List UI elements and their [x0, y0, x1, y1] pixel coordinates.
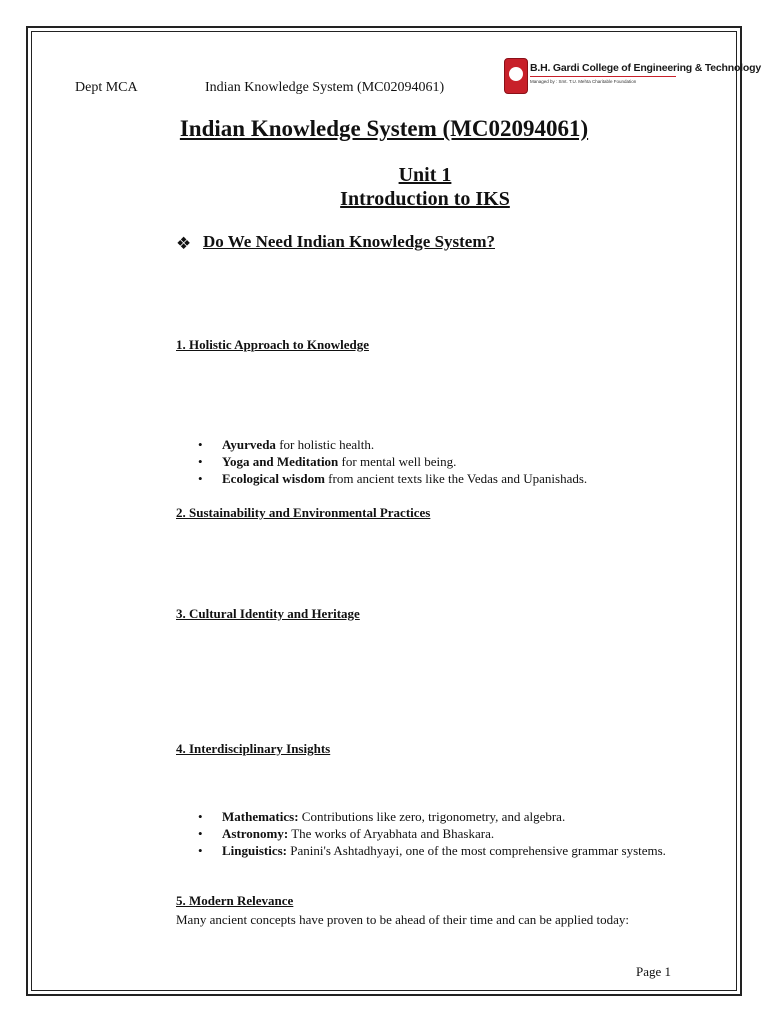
unit-heading: Unit 1 — [398, 164, 452, 186]
logo-divider — [530, 76, 676, 77]
unit-title: Introduction to IKS — [340, 188, 510, 210]
list-item: • Mathematics: Contributions like zero, trigonometry, and algebra. — [198, 809, 566, 824]
page-number: Page 1 — [636, 964, 672, 979]
modern-relevance-paragraph: Many ancient concepts have proven to be ahead of their time and can be applied today: — [176, 912, 630, 927]
question-heading: Do We Need Indian Knowledge System? — [203, 232, 496, 251]
college-emblem-icon — [504, 58, 528, 94]
college-subtitle: Managed by : Smt. T.U. Mehta Charitable Foundation — [530, 79, 637, 84]
section-heading-1: 1. Holistic Approach to Knowledge — [176, 337, 369, 352]
diamond-bullet-icon: ❖ — [176, 234, 192, 254]
section-heading-3: 3. Cultural Identity and Heritage — [176, 606, 360, 621]
list-item: • Linguistics: Panini's Ashtadhyayi, one of the most comprehensive grammar systems. — [198, 843, 666, 858]
list-item: • Ayurveda for holistic health. — [198, 437, 375, 452]
header-dept: Dept MCA — [75, 80, 138, 95]
header-course: Indian Knowledge System (MC02094061) — [205, 80, 445, 95]
section-heading-4: 4. Interdisciplinary Insights — [176, 741, 331, 756]
list-item: • Yoga and Meditation for mental well being. — [198, 454, 457, 469]
list-item: • Ecological wisdom from ancient texts like the Vedas and Upanishads. — [198, 471, 588, 486]
college-name: B.H. Gardi College of Engineering & Technology — [530, 62, 761, 74]
section-heading-5: 5. Modern Relevance — [176, 893, 294, 908]
document-title: Indian Knowledge System (MC02094061) — [179, 116, 589, 141]
bullet-list-holistic — [176, 436, 675, 487]
section-heading-2: 2. Sustainability and Environmental Practices — [176, 505, 431, 520]
bullet-list-interdisciplinary — [176, 808, 675, 859]
list-item: • Astronomy: The works of Aryabhata and Bhaskara. — [198, 826, 495, 841]
college-logo — [504, 58, 761, 94]
